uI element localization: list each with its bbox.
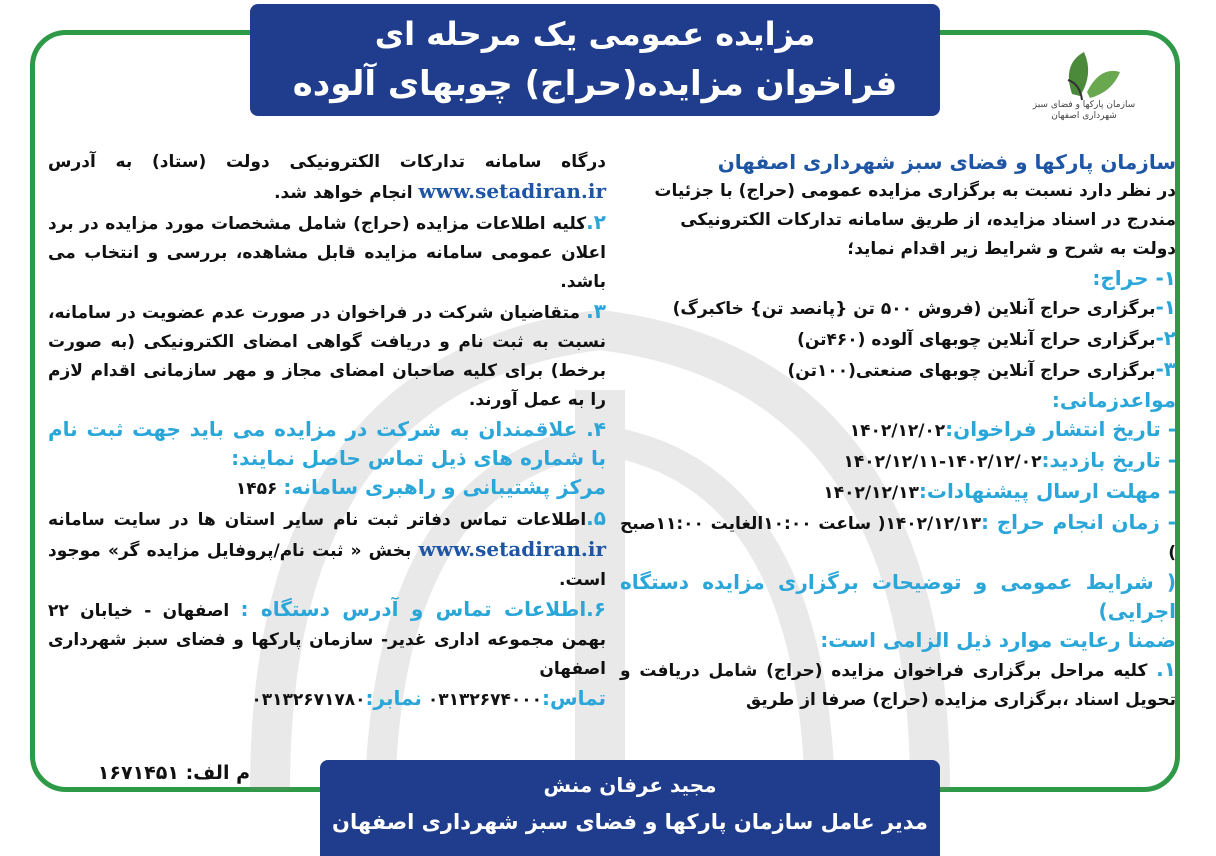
schedule-row: - تاریخ بازدید:۱۴۰۲/۱۲/۰۲-۱۴۰۲/۱۲/۱۱ — [843, 448, 1176, 472]
item-4: ۴. علاقمندان به شرکت در مزایده می باید جهت ثبت نام با شماره های ذیل تماس حاصل نمایند: — [48, 417, 606, 470]
setadiran-link-2[interactable]: www.setadiran.ir — [418, 537, 607, 561]
setadiran-link[interactable]: www.setadiran.ir — [418, 179, 606, 203]
auction-item: ۲-برگزاری حراج آنلاین چوبهای آلوده (۴۶۰تن) — [797, 326, 1176, 350]
title-banner — [250, 4, 940, 156]
support-center: مرکز پشتیبانی و راهبری سامانه: ۱۴۵۶ — [235, 475, 606, 499]
schedule-row: - زمان انجام حراج :۱۴۰۲/۱۲/۱۳( ساعت ۱۰:۰۰الغایت ۱۱:۰۰صبح ) — [620, 510, 1176, 563]
reference-number: م الف: ۱۶۷۱۴۵۱ — [97, 762, 250, 784]
signatory-name: مجید عرفان منش — [543, 773, 717, 797]
conditions-title: ( شرایط عمومی و توضیحات برگزاری مزایده دستگاه اجرایی) — [620, 570, 1176, 623]
title-line-2: فراخوان مزایده(حراج) چوبهای آلوده ،فروش برگ — [292, 64, 898, 156]
item-6: ۶.اطلاعات تماس و آدرس دستگاه : اصفهان - خیابان ۲۲ بهمن مجموعه اداری غدیر- سازمان پارکها و فضای سبز شهرداری اصفهان — [48, 597, 606, 679]
intro-line-3: دولت به شرح و شرایط زیر اقدام نماید؛ — [847, 239, 1176, 259]
item-2: ۲.کلیه اطلاعات مزایده (حراج) شامل مشخصات مورد مزایده در برد اعلان عمومی سامانه مزایده قابل مشاهده، بررسی و انتخاب می باشد. — [48, 210, 606, 292]
item-3: ۳. متقاضیان شرکت در فراخوان در صورت عدم عضویت در سامانه، نسبت به ثبت نام و دریافت گواهی امضای الکترونیکی (به صورت برخط) برای کلیه صاحبان امضای مجاز و مهر سازمانی اقدام لازم را به عمل آورند. — [48, 299, 606, 410]
right-column — [620, 148, 1176, 715]
schedule-row: - تاریخ انتشار فراخوان:۱۴۰۲/۱۲/۰۲ — [849, 417, 1176, 441]
signatory-role: مدیر عامل سازمان پارکها و فضای سبز شهرداری اصفهان — [332, 810, 928, 834]
item-5: ۵.اطلاعات تماس دفاتر ثبت نام سایر استان ها در سایت سامانه www.setadiran.ir بخش « ثبت نام/پروفایل مزایده گر» موجود است. — [48, 506, 607, 590]
title-line-1: مزایده عمومی یک مرحله ای — [374, 15, 816, 53]
conditions-subtitle: ضمنا رعایت موارد ذیل الزامی است: — [820, 628, 1176, 652]
condition-1: ۱. کلیه مراحل برگزاری فراخوان مزایده (حراج) شامل دریافت و تحویل اسناد ،برگزاری مزایده (حراج) صرفا از طریق — [620, 657, 1176, 710]
schedule-title: مواعدزمانی: — [1051, 388, 1176, 412]
intro-line-1: در نظر دارد نسبت به برگزاری مزایده عمومی (حراج) با جزئیات — [654, 181, 1176, 201]
leaf-icon — [1032, 44, 1142, 148]
auction-item: ۱-برگزاری حراج آنلاین (فروش ۵۰۰ تن {پانصد تن} خاکبرگ) — [672, 295, 1176, 319]
section-auction-title: ۱- حراج: — [1092, 266, 1176, 290]
footer-banner — [320, 760, 940, 856]
org-name: سازمان پارکها و فضای سبز شهرداری اصفهان — [717, 150, 1176, 174]
continuation-text: درگاه سامانه تدارکات الکترونیکی دولت (ستاد) به آدرس www.setadiran.ir انجام خواهد شد. — [48, 152, 606, 203]
schedule-row: - مهلت ارسال پیشنهادات:۱۴۰۲/۱۲/۱۳ — [823, 479, 1176, 503]
auction-item: ۳-برگزاری حراج آنلاین چوبهای صنعتی(۱۰۰تن) — [787, 357, 1176, 381]
intro-line-2: مندرج در اسناد مزایده، از طریق سامانه تدارکات الکترونیکی — [680, 210, 1176, 230]
logo-text: سازمان پارکها و فضای سبز شهرداری اصفهان — [1032, 100, 1136, 121]
contact-numbers: تماس:۰۳۱۳۲۶۷۴۰۰۰ نمابر:۰۳۱۳۲۶۷۱۷۸۰ — [251, 686, 606, 710]
left-column — [48, 148, 606, 715]
